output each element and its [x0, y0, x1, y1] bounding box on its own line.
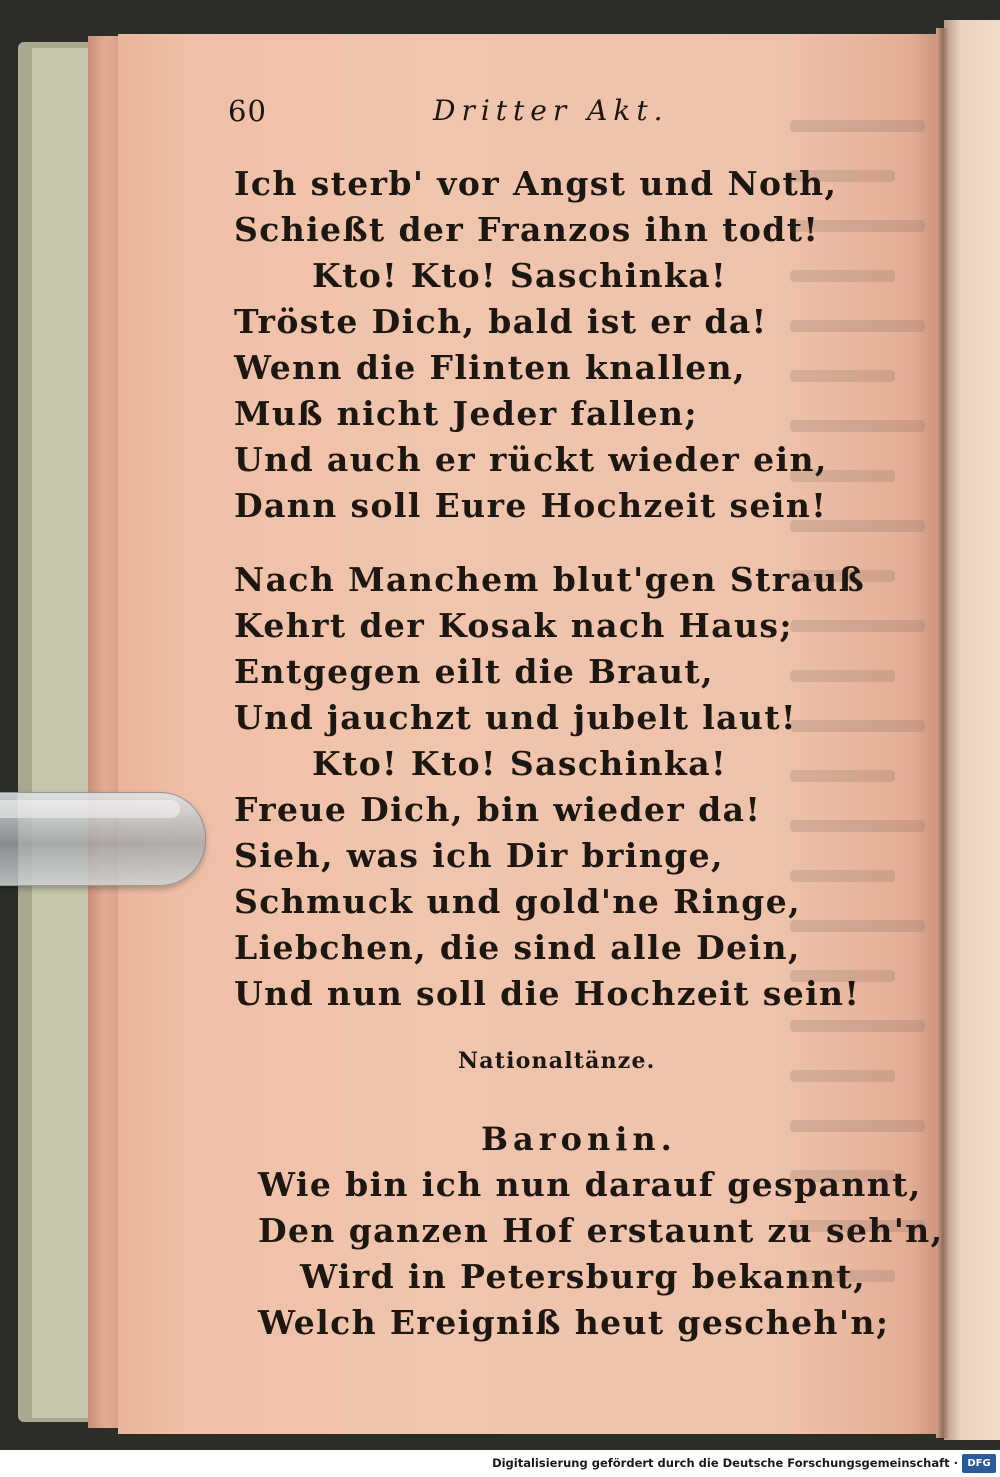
- verse-line: Und nun soll die Hochzeit sein!: [234, 974, 861, 1013]
- verse-line: Wie bin ich nun darauf gespannt,: [258, 1165, 922, 1204]
- digitization-footer: [0, 1450, 1000, 1477]
- verse-line: Muß nicht Jeder fallen;: [234, 394, 699, 433]
- verse-line: Und auch er rückt wieder ein,: [234, 440, 828, 479]
- verse-line: Schießt der Franzos ihn todt!: [234, 210, 820, 249]
- stage-direction: Nationaltänze.: [458, 1048, 656, 1074]
- verse-line: Liebchen, die sind alle Dein,: [234, 928, 801, 967]
- verse-line: Schmuck und gold'ne Ringe,: [234, 882, 802, 921]
- running-head: Dritter Akt.: [433, 94, 669, 127]
- verse-line: Sieh, was ich Dir bringe,: [234, 836, 724, 875]
- verse-line: Entgegen eilt die Braut,: [234, 652, 714, 691]
- verse-line: Tröste Dich, bald ist er da!: [234, 302, 768, 341]
- verse-line: Kto! Kto! Saschinka!: [312, 744, 727, 783]
- verse-line: Nach Manchem blut'gen Strauß: [234, 560, 866, 599]
- page-number: 60: [228, 94, 267, 128]
- verse-line: Kehrt der Kosak nach Haus;: [234, 606, 793, 645]
- verse-line: Und jauchzt und jubelt laut!: [234, 698, 797, 737]
- funding-credit: Digitalisierung gefördert durch die Deutsche Forschungsgemeinschaft ·: [492, 1456, 958, 1470]
- verse-line: Freue Dich, bin wieder da!: [234, 790, 762, 829]
- page-header: [0, 94, 1000, 134]
- verse-line: Kto! Kto! Saschinka!: [312, 256, 727, 295]
- speaker-name: Baronin.: [481, 1120, 677, 1158]
- verse-line: Wird in Petersburg bekannt,: [300, 1257, 866, 1296]
- verse-line: Wenn die Flinten knallen,: [234, 348, 746, 387]
- dfg-logo: DFG: [962, 1454, 996, 1473]
- verse-line: Dann soll Eure Hochzeit sein!: [234, 486, 828, 525]
- verse-line: Den ganzen Hof erstaunt zu seh'n,: [258, 1211, 944, 1250]
- verse-line: Ich sterb' vor Angst und Noth,: [234, 164, 838, 203]
- verse-line: Welch Ereigniß heut gescheh'n;: [258, 1303, 890, 1342]
